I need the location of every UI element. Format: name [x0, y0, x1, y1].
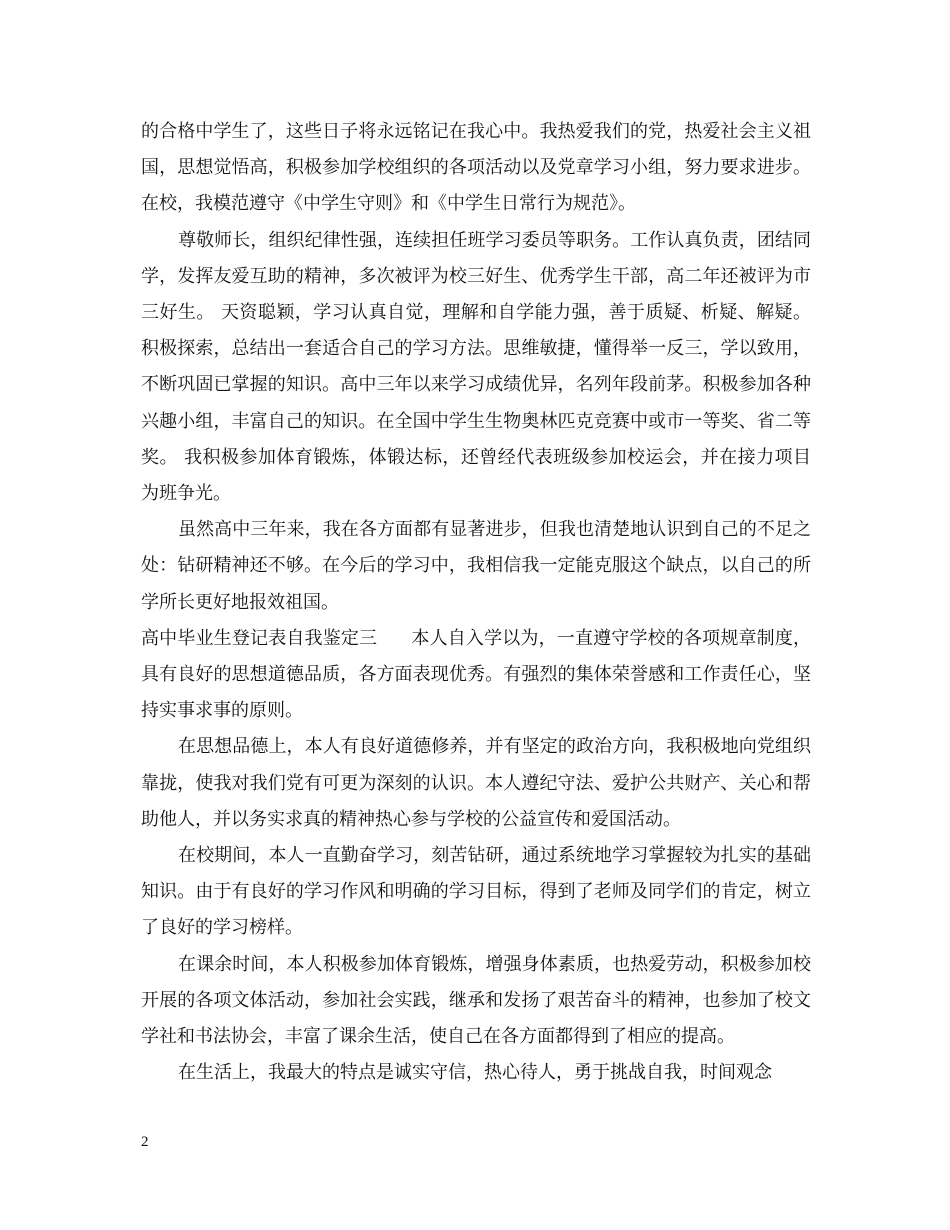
section-paragraph — [141, 621, 811, 730]
paragraph: 尊敬师长，组织纪律性强，连续担任班学习委员等职务。工作认真负责，团结同学，发挥友爱互助的精神，多次被评为校三好生、优秀学生干部，高二年还被评为市三好生。 天资聪颖，学习认真自觉，理解和自学能力强，善于质疑、析疑、解疑。积极探索，总结出一套适合自己的学习方法。思维敏捷，懂得举一反三，学以致用，不断巩固已掌握的知识。高中三年以来学习成绩优异，名列年段前茅。积极参加各种兴趣小组，丰富自己的知识。在全国中学生生物奥林匹克竞赛中或市一等奖、省二等奖。 我积极参加体育锻炼，体锻达标，还曾经代表班级参加校运会，并在接力项目为班争光。 — [141, 229, 811, 505]
page-number: 2 — [141, 1134, 149, 1150]
document-body — [141, 114, 811, 1091]
paragraph: 在课余时间，本人积极参加体育锻炼，增强身体素质，也热爱劳动，积极参加校开展的各项文体活动，参加社会实践，继承和发扬了艰苦奋斗的精神，也参加了校文学社和书法协会，丰富了课余生活，使自己在各方面都得到了相应的提高。 — [141, 953, 811, 1048]
paragraph: 在思想品德上，本人有良好道德修养，并有坚定的政治方向，我积极地向党组织靠拢，使我对我们党有可更为深刻的认识。本人遵纪守法、爱护公共财产、关心和帮助他人，并以务实求真的精神热心参与学校的公益宣传和爱国活动。 — [141, 736, 811, 830]
section-heading: 高中毕业生登记表自我鉴定三 — [141, 627, 378, 649]
paragraph: 在生活上，我最大的特点是诚实守信，热心待人，勇于挑战自我，时间观念 — [178, 1062, 772, 1084]
paragraph: 在校期间，本人一直勤奋学习，刻苦钻研，通过系统地学习掌握较为扎实的基础知识。由于有良好的学习作风和明确的学习目标，得到了老师及同学们的肯定，树立了良好的学习榜样。 — [141, 845, 811, 939]
paragraph-text: 本人自入学以为，一直遵守学校的各项规章制度，具有良好的思想道德品质，各方面表现优秀。有强烈的集体荣誉感和工作责任心，坚持实事求事的原则。 — [141, 627, 812, 722]
paragraph: 虽然高中三年来，我在各方面都有显著进步，但我也清楚地认识到自己的不足之处：钻研精神还不够。在今后的学习中，我相信我一定能克服这个缺点，以自己的所学所长更好地报效祖国。 — [141, 519, 811, 613]
paragraph: 的合格中学生了，这些日子将永远铭记在我心中。我热爱我们的党，热爱社会主义祖国，思想觉悟高，积极参加学校组织的各项活动以及党章学习小组，努力要求进步。在校，我模范遵守《中学生守则》和《中学生日常行为规范》。 — [141, 121, 811, 215]
